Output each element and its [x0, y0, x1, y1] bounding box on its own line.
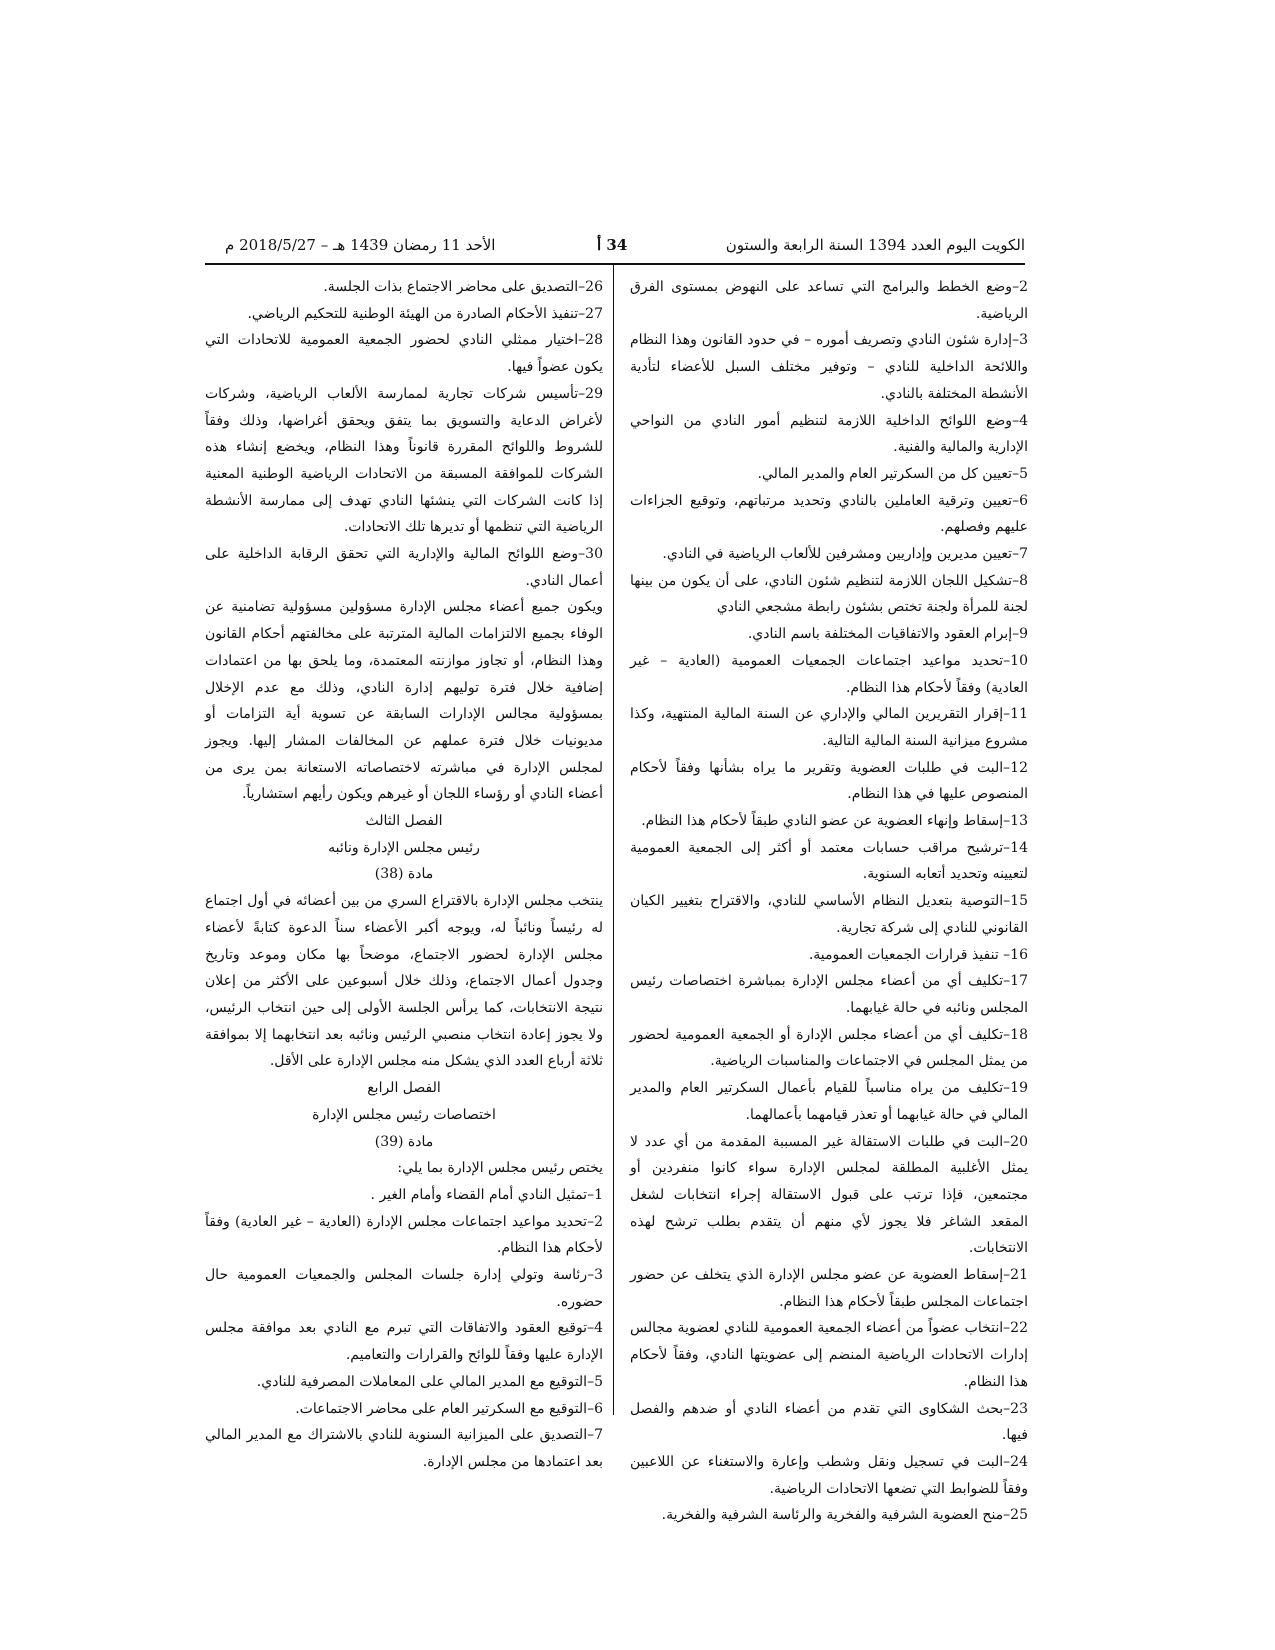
chapter-title: الفصل الثالث [365, 813, 443, 830]
list-item: 20–البت في طلبات الاستقالة غير المسببة المقدمة من أي عدد لا يمثل الأغلبية المطلقة لمجلس الإدارة سواء كانوا منفردين أو مجتمعين، فإذا ترتب على قبول الاستقالة إجراء انتخابات لشغل المقعد الشاغر فلا يجوز لأي منهم أن يتقدم بطلب ترشح لهذه الانتخابات. [630, 1133, 1028, 1257]
list-item: 11–إقرار التقريرين المالي والإداري عن السنة المالية المنتهية، وكذا مشروع ميزانية السنة المالية التالية. [630, 706, 1028, 749]
list-item: 28–اختيار ممثلي النادي لحضور الجمعية العمومية للاتحادات التي يكون عضواً فيها. [205, 332, 603, 376]
list-item: 6–تعيين وترقية العاملين بالنادي وتحديد مرتباتهم، وتوقيع الجزاءات عليهم وفصلهم. [630, 492, 1028, 536]
header-rule [205, 263, 1025, 265]
list-item: 17–تكليف أي من أعضاء مجلس الإدارة بمباشرة اختصاصات رئيس المجلس ونائبه في حالة غيابهما. [630, 973, 1028, 1016]
list-item: 2–وضع الخطط والبرامج التي تساعد على النهوض بمستوى الفرق الرياضية. [630, 279, 1028, 322]
list-item: 13–إسقاط وإنهاء العضوية عن عضو النادي طبقاً لأحكام هذا النظام. [641, 813, 1028, 830]
article-heading: مادة (38) [374, 866, 434, 883]
column-divider [613, 265, 614, 1415]
right-column [630, 274, 1028, 1529]
header-page-number: 34 أ [597, 236, 628, 254]
list-item: 7–تعيين مديرين وإداريين ومشرفين للألعاب الرياضية في النادي. [662, 546, 1028, 563]
list-item: 15–التوصية بتعديل النظام الأساسي للنادي، والاقتراح بتغيير الكيان القانوني للنادي إلى شركة تجارية. [630, 893, 1028, 936]
left-column [205, 274, 603, 1476]
list-item: 27–تنفيذ الأحكام الصادرة من الهيئة الوطنية للتحكيم الرياضي. [247, 305, 603, 322]
header-publication: الكويت اليوم العدد 1394 السنة الرابعة والستون [725, 236, 1025, 254]
list-item: 24–البت في تسجيل ونقل وشطب وإعارة والاستغناء عن اللاعبين وفقاً للضوابط التي تضعها الاتحادات الرياضية. [630, 1453, 1028, 1497]
list-item: 14–ترشيح مراقب حسابات معتمد أو أكثر إلى الجمعية العمومية لتعيينه وتحديد أتعابه السنوية. [630, 839, 1028, 883]
list-item: 29–تأسيس شركات تجارية لممارسة الألعاب الرياضية، وشركات لأغراض الدعاية والتسويق بما يتفق ويحقق أغراضها، وذلك وفقاً للشروط واللوائح المقررة قانوناً وهذا النظام، ويخضع إنشاء هذه الشركات للموافقة المسبقة من الاتحادات الرياضية الوطنية المعنية إذا كانت الشركات التي ينشئها النادي تهدف إلى ممارسة الأنشطة الرياضية التي تنظمها أو تديرها تلك الاتحادات. [205, 385, 603, 536]
list-item: 26–التصديق على محاضر الاجتماع بذات الجلسة. [323, 279, 603, 295]
list-item: 3–رئاسة وتولي إدارة جلسات المجلس والجمعيات العمومية حال حضوره. [205, 1267, 603, 1310]
chapter-subtitle: رئيس مجلس الإدارة ونائبه [328, 839, 480, 856]
paragraph: يختص رئيس مجلس الإدارة بما يلي: [397, 1160, 603, 1177]
list-item: 21–إسقاط العضوية عن عضو مجلس الإدارة الذي يتخلف عن حضور اجتماعات المجلس طبقاً لأحكام هذا النظام. [630, 1267, 1028, 1310]
list-item: 23–بحث الشكاوى التي تقدم من أعضاء النادي أو ضدهم والفصل فيها. [630, 1400, 1028, 1444]
list-item: 25–منح العضوية الشرفية والفخرية والرئاسة الشرفية والفخرية. [661, 1507, 1028, 1524]
page-header [225, 233, 1025, 257]
list-item: 3–إدارة شئون النادي وتصريف أموره – في حدود القانون وهذا النظام واللائحة الداخلية للنادي – وتوفير مختلف السبل للأعضاء لتأدية الأنشطة المختلفة بالنادي. [630, 332, 1028, 402]
list-item: 6–التوقيع مع السكرتير العام على محاضر الاجتماعات. [295, 1400, 603, 1417]
list-item: 1–تمثيل النادي أمام القضاء وأمام الغير . [370, 1186, 603, 1203]
list-item: 10–تحديد مواعيد اجتماعات الجمعيات العمومية (العادية – غير العادية) وفقاً لأحكام هذا النظام. [630, 652, 1028, 696]
paragraph: ويكون جميع أعضاء مجلس الإدارة مسؤولين مسؤولية تضامنية عن الوفاء بجميع الالتزامات المالية المترتبة على مخالفتهم أحكام القانون وهذا النظام، أو تجاوز موازنته المعتمدة، وما يلحق بها من اعتمادات إضافية خلال فترة توليهم إدارة النادي، وذلك مع عدم الإخلال بمسؤولية مجالس الإدارات السابقة عن تسوية أية التزامات أو مديونيات خلال فترة عملهم عن المخالفات المشار إليها. ويجوز لمجلس الإدارة في مباشرته لاختصاصاته الاستعانة بمن يرى من أعضاء النادي أو رؤساء اللجان أو غيرهم ويكون رأيهم استشارياً. [205, 599, 603, 803]
list-item: 7–التصديق على الميزانية السنوية للنادي بالاشتراك مع المدير المالي بعد اعتمادها من مجلس الإدارة. [205, 1427, 603, 1470]
list-item: 4–وضع اللوائح الداخلية اللازمة لتنظيم أمور النادي من النواحي الإدارية والمالية والفنية. [630, 412, 1028, 456]
list-item: 12–البت في طلبات العضوية وتقرير ما يراه بشأنها وفقاً لأحكام المنصوص عليها في هذا النظام. [630, 759, 1028, 803]
list-item: 30–وضع اللوائح المالية والإدارية التي تحقق الرقابة الداخلية على أعمال النادي. [205, 546, 603, 589]
list-item: 8–تشكيل اللجان اللازمة لتنظيم شئون النادي، على أن يكون من بينها لجنة للمرأة ولجنة تختص بشئون رابطة مشجعي النادي [630, 572, 1028, 616]
article-heading: مادة (39) [374, 1133, 434, 1150]
header-date: الأحد 11 رمضان 1439 هـ – 2018/5/27 م [225, 236, 496, 254]
list-item: 18–تكليف أي من أعضاء مجلس الإدارة أو الجمعية العمومية لحضور من يمثل المجلس في الاجتماعات والمناسبات الرياضية. [630, 1026, 1028, 1070]
chapter-title: الفصل الرابع [367, 1080, 441, 1097]
paragraph: ينتخب مجلس الإدارة بالاقتراع السري من بين أعضائه في أول اجتماع له رئيساً ونائباً له، ويوجه أكبر الأعضاء سناً الدعوة كتابةً لأعضاء مجلس الإدارة لحضور الاجتماع، موضحاً بها مكان وموعد وتاريخ وجدول أعمال الاجتماع، وذلك خلال أسبوعين على الأكثر من إعلان نتيجة الانتخابات، كما يرأس الجلسة الأولى إلى حين انتخاب الرئيس، ولا يجوز إعادة انتخاب منصبي الرئيس ونائبه بعد انتخابهما إلا بموافقة ثلاثة أرباع العدد الذي يشكل منه مجلس الإدارة على الأقل. [205, 893, 603, 1070]
list-item: 9–إبرام العقود والاتفاقيات المختلفة باسم النادي. [747, 626, 1028, 643]
list-item: 19–تكليف من يراه مناسباً للقيام بأعمال السكرتير العام والمدير المالي في حالة غيابهما أو تعذر قيامهما بأعمالهما. [630, 1080, 1028, 1123]
list-item: 5–التوقيع مع المدير المالي على المعاملات المصرفية للنادي. [256, 1373, 603, 1390]
chapter-subtitle: اختصاصات رئيس مجلس الإدارة [312, 1106, 496, 1123]
list-item: 16– تنفيذ قرارات الجمعيات العمومية. [808, 946, 1028, 963]
list-item: 2–تحديد مواعيد اجتماعات مجلس الإدارة (العادية – غير العادية) وفقاً لأحكام هذا النظام. [205, 1213, 603, 1257]
list-item: 5–تعيين كل من السكرتير العام والمدير المالي. [757, 465, 1028, 482]
list-item: 22–انتخاب عضواً من أعضاء الجمعية العمومية للنادي لعضوية مجالس إدارات الاتحادات الرياضية المنضم إلى عضويتها النادي، وفقاً لأحكام هذا النظام. [630, 1320, 1028, 1390]
list-item: 4–توقيع العقود والاتفاقات التي تبرم مع النادي بعد موافقة مجلس الإدارة عليها وفقاً للوائح والقرارات والتعاميم. [205, 1320, 603, 1364]
